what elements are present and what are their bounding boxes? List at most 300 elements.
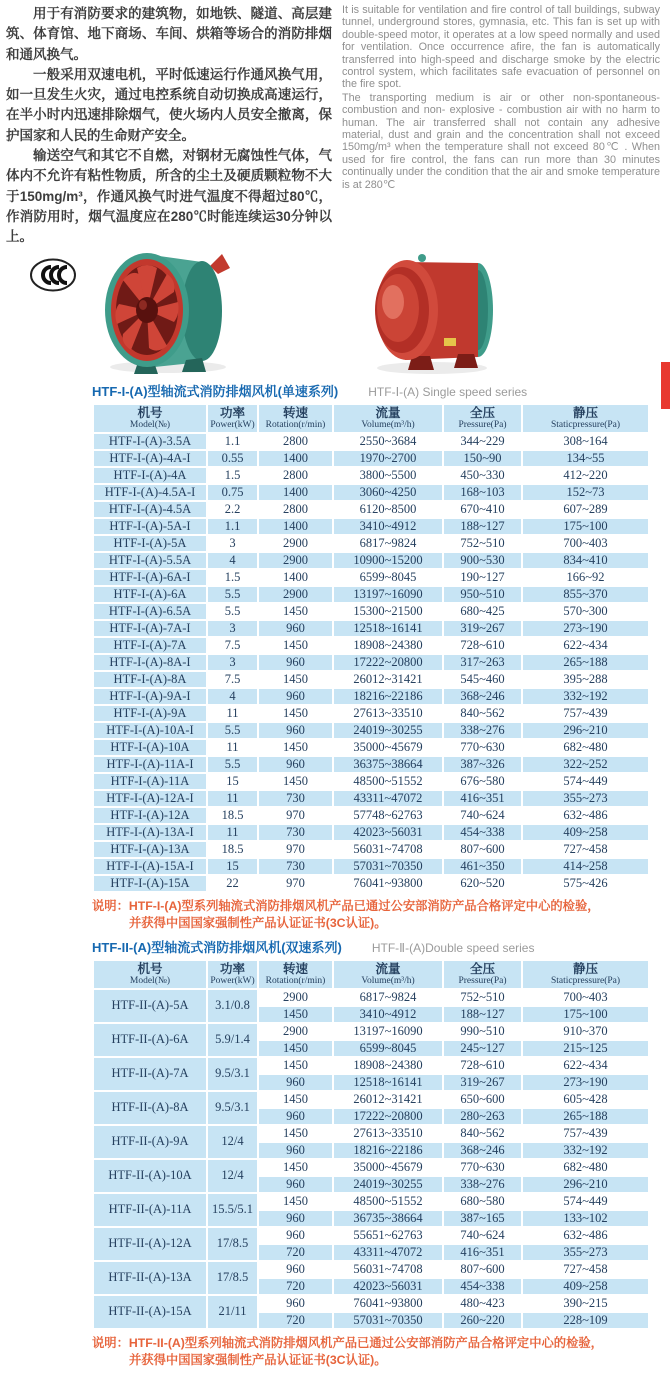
value-cell: 1450 bbox=[258, 1091, 333, 1108]
value-cell: 770~630 bbox=[443, 1159, 522, 1176]
table-row bbox=[93, 467, 649, 484]
value-cell: 36375~38664 bbox=[333, 756, 443, 773]
table-row bbox=[93, 1261, 649, 1278]
value-cell: 24019~30255 bbox=[333, 1176, 443, 1193]
value-cell: 2800 bbox=[258, 501, 333, 518]
value-cell: 48500~51552 bbox=[333, 1193, 443, 1210]
value-cell: 4 bbox=[207, 552, 258, 569]
fan-image-single-speed bbox=[90, 244, 240, 376]
intro-chinese bbox=[6, 4, 332, 248]
model-cell: HTF-I-(A)-5.5A bbox=[93, 552, 207, 569]
power-cell: 9.5/3.1 bbox=[207, 1091, 258, 1125]
value-cell: 605~428 bbox=[522, 1091, 649, 1108]
model-cell: HTF-I-(A)-4.5A bbox=[93, 501, 207, 518]
value-cell: 728~610 bbox=[443, 637, 522, 654]
value-cell: 409~258 bbox=[522, 824, 649, 841]
value-cell: 317~263 bbox=[443, 654, 522, 671]
value-cell: 680~425 bbox=[443, 603, 522, 620]
value-cell: 56031~74708 bbox=[333, 1261, 443, 1278]
value-cell: 3 bbox=[207, 535, 258, 552]
value-cell: 332~192 bbox=[522, 688, 649, 705]
value-cell: 280~263 bbox=[443, 1108, 522, 1125]
value-cell: 344~229 bbox=[443, 433, 522, 450]
model-cell: HTF-I-(A)-4.5A-I bbox=[93, 484, 207, 501]
power-cell: 21/11 bbox=[207, 1295, 258, 1329]
header-power-en: Power(kW) bbox=[210, 976, 255, 987]
value-cell: 152~73 bbox=[522, 484, 649, 501]
page-edge-tab bbox=[661, 362, 670, 409]
model-cell: HTF-I-(A)-15A-I bbox=[93, 858, 207, 875]
value-cell: 409~258 bbox=[522, 1278, 649, 1295]
value-cell: 414~258 bbox=[522, 858, 649, 875]
value-cell: 12518~16141 bbox=[333, 1074, 443, 1091]
value-cell: 622~434 bbox=[522, 1057, 649, 1074]
value-cell: 960 bbox=[258, 1261, 333, 1278]
model-cell: HTF-II-(A)-10A bbox=[93, 1159, 207, 1193]
table1-title-row bbox=[92, 381, 670, 400]
power-cell: 12/4 bbox=[207, 1159, 258, 1193]
value-cell: 6120~8500 bbox=[333, 501, 443, 518]
table-row bbox=[93, 620, 649, 637]
value-cell: 55651~62763 bbox=[333, 1227, 443, 1244]
note-line: 说明：HTF-I-(A)型系列轴流式消防排烟风机产品已通过公安部消防产品合格评定中心的检验， bbox=[92, 898, 600, 913]
value-cell: 5.5 bbox=[207, 586, 258, 603]
table-row bbox=[93, 1295, 649, 1312]
value-cell: 10900~15200 bbox=[333, 552, 443, 569]
value-cell: 368~246 bbox=[443, 688, 522, 705]
value-cell: 7.5 bbox=[207, 637, 258, 654]
model-cell: HTF-II-(A)-8A bbox=[93, 1091, 207, 1125]
value-cell: 1450 bbox=[258, 603, 333, 620]
header-static-cn: 静压 bbox=[572, 406, 598, 421]
header-rotation bbox=[258, 960, 333, 989]
value-cell: 387~326 bbox=[443, 756, 522, 773]
value-cell: 622~434 bbox=[522, 637, 649, 654]
table-row bbox=[93, 1125, 649, 1142]
table-row bbox=[93, 1227, 649, 1244]
model-cell: HTF-I-(A)-5A-I bbox=[93, 518, 207, 535]
model-cell: HTF-II-(A)-13A bbox=[93, 1261, 207, 1295]
value-cell: 175~100 bbox=[522, 1006, 649, 1023]
table-row bbox=[93, 654, 649, 671]
value-cell: 752~510 bbox=[443, 989, 522, 1006]
value-cell: 960 bbox=[258, 1108, 333, 1125]
table-row bbox=[93, 875, 649, 892]
note-line: 说明：HTF-II-(A)型系列轴流式消防排烟风机产品已通过公安部消防产品合格评定中心的检验， bbox=[92, 1335, 603, 1350]
table-row bbox=[93, 433, 649, 450]
intro-section bbox=[0, 0, 670, 248]
table1-title-cn: HTF-I-(A)型轴流式消防排烟风机(单速系列) bbox=[92, 383, 339, 399]
header-static-en: Staticpressure(Pa) bbox=[550, 420, 621, 431]
value-cell: 190~127 bbox=[443, 569, 522, 586]
value-cell: 2.2 bbox=[207, 501, 258, 518]
value-cell: 720 bbox=[258, 1244, 333, 1261]
model-cell: HTF-II-(A)-12A bbox=[93, 1227, 207, 1261]
table-row bbox=[93, 705, 649, 722]
value-cell: 2900 bbox=[258, 535, 333, 552]
power-cell: 15.5/5.1 bbox=[207, 1193, 258, 1227]
value-cell: 76041~93800 bbox=[333, 875, 443, 892]
header-static-cn: 静压 bbox=[572, 962, 598, 977]
header-static-pressure bbox=[522, 960, 649, 989]
value-cell: 15300~21500 bbox=[333, 603, 443, 620]
header-rotation-en: Rotation(r/min) bbox=[265, 976, 326, 987]
value-cell: 57031~70350 bbox=[333, 1312, 443, 1329]
value-cell: 322~252 bbox=[522, 756, 649, 773]
value-cell: 5.5 bbox=[207, 756, 258, 773]
value-cell: 700~403 bbox=[522, 535, 649, 552]
table-row bbox=[93, 552, 649, 569]
value-cell: 35000~45679 bbox=[333, 1159, 443, 1176]
table2-title-en: HTF-Ⅱ-(A)Double speed series bbox=[371, 940, 535, 955]
value-cell: 7.5 bbox=[207, 671, 258, 688]
value-cell: 740~624 bbox=[443, 1227, 522, 1244]
table1-header-row bbox=[93, 404, 649, 433]
value-cell: 5.5 bbox=[207, 722, 258, 739]
model-cell: HTF-I-(A)-7A bbox=[93, 637, 207, 654]
table-row bbox=[93, 807, 649, 824]
product-images-row bbox=[0, 248, 670, 376]
model-cell: HTF-I-(A)-12A-I bbox=[93, 790, 207, 807]
value-cell: 727~458 bbox=[522, 841, 649, 858]
value-cell: 1400 bbox=[258, 450, 333, 467]
value-cell: 1450 bbox=[258, 1193, 333, 1210]
value-cell: 700~403 bbox=[522, 989, 649, 1006]
value-cell: 2900 bbox=[258, 586, 333, 603]
table1-note bbox=[92, 898, 670, 932]
table-row bbox=[93, 1091, 649, 1108]
value-cell: 960 bbox=[258, 722, 333, 739]
value-cell: 368~246 bbox=[443, 1142, 522, 1159]
value-cell: 188~127 bbox=[443, 518, 522, 535]
value-cell: 1450 bbox=[258, 1040, 333, 1057]
value-cell: 545~460 bbox=[443, 671, 522, 688]
table-row bbox=[93, 824, 649, 841]
value-cell: 11 bbox=[207, 739, 258, 756]
value-cell: 48500~51552 bbox=[333, 773, 443, 790]
value-cell: 26012~31421 bbox=[333, 671, 443, 688]
value-cell: 3060~4250 bbox=[333, 484, 443, 501]
model-cell: HTF-II-(A)-11A bbox=[93, 1193, 207, 1227]
value-cell: 727~458 bbox=[522, 1261, 649, 1278]
value-cell: 960 bbox=[258, 1210, 333, 1227]
value-cell: 2550~3684 bbox=[333, 433, 443, 450]
value-cell: 757~439 bbox=[522, 705, 649, 722]
model-cell: HTF-II-(A)-7A bbox=[93, 1057, 207, 1091]
table-row bbox=[93, 501, 649, 518]
header-model-en: Model(№) bbox=[129, 976, 171, 987]
value-cell: 960 bbox=[258, 620, 333, 637]
value-cell: 575~426 bbox=[522, 875, 649, 892]
model-cell: HTF-II-(A)-6A bbox=[93, 1023, 207, 1057]
header-volume-en: Volume(m³/h) bbox=[361, 420, 415, 431]
table-row bbox=[93, 739, 649, 756]
value-cell: 620~520 bbox=[443, 875, 522, 892]
en-paragraph: The transporting medium is air or other non-spontaneous-combustion and non- explosive - combustion air with no harm to human. The air transferred shall not contain any adhesive material, dust and grain and the concentration shall not exceed 150mg/m³ when the temperature shall not exceed 80℃ . When used for fire control, the fans can run more than 30 minutes continually under the condition that the air and smoke temperature is at 280℃ bbox=[342, 91, 660, 191]
model-cell: HTF-I-(A)-13A-I bbox=[93, 824, 207, 841]
value-cell: 17222~20800 bbox=[333, 654, 443, 671]
header-rotation-cn: 转速 bbox=[282, 962, 308, 977]
power-cell: 12/4 bbox=[207, 1125, 258, 1159]
value-cell: 42023~56031 bbox=[333, 824, 443, 841]
value-cell: 728~610 bbox=[443, 1057, 522, 1074]
value-cell: 970 bbox=[258, 841, 333, 858]
power-cell: 3.1/0.8 bbox=[207, 989, 258, 1023]
value-cell: 960 bbox=[258, 1227, 333, 1244]
value-cell: 355~273 bbox=[522, 790, 649, 807]
value-cell: 450~330 bbox=[443, 467, 522, 484]
value-cell: 1450 bbox=[258, 1159, 333, 1176]
header-model bbox=[93, 960, 207, 989]
table-row bbox=[93, 722, 649, 739]
model-cell: HTF-I-(A)-6A-I bbox=[93, 569, 207, 586]
table-row bbox=[93, 671, 649, 688]
value-cell: 730 bbox=[258, 790, 333, 807]
value-cell: 15 bbox=[207, 858, 258, 875]
value-cell: 910~370 bbox=[522, 1023, 649, 1040]
value-cell: 1400 bbox=[258, 484, 333, 501]
model-cell: HTF-I-(A)-5A bbox=[93, 535, 207, 552]
value-cell: 150~90 bbox=[443, 450, 522, 467]
header-pressure-cn: 全压 bbox=[469, 406, 495, 421]
value-cell: 1450 bbox=[258, 671, 333, 688]
table-row bbox=[93, 790, 649, 807]
value-cell: 18.5 bbox=[207, 841, 258, 858]
value-cell: 1450 bbox=[258, 739, 333, 756]
value-cell: 1.1 bbox=[207, 518, 258, 535]
value-cell: 1.1 bbox=[207, 433, 258, 450]
table-row bbox=[93, 1057, 649, 1074]
value-cell: 1450 bbox=[258, 1125, 333, 1142]
value-cell: 166~92 bbox=[522, 569, 649, 586]
value-cell: 228~109 bbox=[522, 1312, 649, 1329]
value-cell: 416~351 bbox=[443, 790, 522, 807]
table-row bbox=[93, 586, 649, 603]
value-cell: 12518~16141 bbox=[333, 620, 443, 637]
value-cell: 13197~16090 bbox=[333, 1023, 443, 1040]
header-pressure bbox=[443, 960, 522, 989]
value-cell: 1400 bbox=[258, 518, 333, 535]
value-cell: 11 bbox=[207, 824, 258, 841]
value-cell: 22 bbox=[207, 875, 258, 892]
value-cell: 682~480 bbox=[522, 739, 649, 756]
table-row bbox=[93, 450, 649, 467]
value-cell: 57031~70350 bbox=[333, 858, 443, 875]
header-power bbox=[207, 404, 258, 433]
value-cell: 680~580 bbox=[443, 1193, 522, 1210]
header-pressure-en: Pressure(Pa) bbox=[458, 976, 507, 987]
value-cell: 265~188 bbox=[522, 1108, 649, 1125]
table-row bbox=[93, 637, 649, 654]
power-cell: 17/8.5 bbox=[207, 1261, 258, 1295]
value-cell: 6599~8045 bbox=[333, 569, 443, 586]
value-cell: 3800~5500 bbox=[333, 467, 443, 484]
value-cell: 395~288 bbox=[522, 671, 649, 688]
value-cell: 1450 bbox=[258, 773, 333, 790]
header-power-cn: 功率 bbox=[219, 406, 245, 421]
value-cell: 770~630 bbox=[443, 739, 522, 756]
value-cell: 18216~22186 bbox=[333, 1142, 443, 1159]
value-cell: 3410~4912 bbox=[333, 1006, 443, 1023]
value-cell: 18.5 bbox=[207, 807, 258, 824]
value-cell: 0.75 bbox=[207, 484, 258, 501]
value-cell: 6599~8045 bbox=[333, 1040, 443, 1057]
value-cell: 3 bbox=[207, 654, 258, 671]
table-row bbox=[93, 688, 649, 705]
value-cell: 215~125 bbox=[522, 1040, 649, 1057]
single-speed-table bbox=[92, 403, 650, 893]
model-cell: HTF-I-(A)-13A bbox=[93, 841, 207, 858]
value-cell: 1450 bbox=[258, 705, 333, 722]
table2-title-row bbox=[92, 937, 670, 956]
header-model-en: Model(№) bbox=[129, 420, 171, 431]
double-speed-table bbox=[92, 959, 650, 1330]
value-cell: 308~164 bbox=[522, 433, 649, 450]
header-pressure-cn: 全压 bbox=[469, 962, 495, 977]
value-cell: 2800 bbox=[258, 433, 333, 450]
value-cell: 338~276 bbox=[443, 722, 522, 739]
header-pressure-en: Pressure(Pa) bbox=[458, 420, 507, 431]
model-cell: HTF-I-(A)-11A-I bbox=[93, 756, 207, 773]
value-cell: 574~449 bbox=[522, 773, 649, 790]
value-cell: 1970~2700 bbox=[333, 450, 443, 467]
header-volume-en: Volume(m³/h) bbox=[361, 976, 415, 987]
value-cell: 1450 bbox=[258, 637, 333, 654]
cn-paragraph: 用于有消防要求的建筑物，如地铁、隧道、高层建筑、体育馆、地下商场、车间、烘箱等场合的消防排烟和通风换气。 bbox=[6, 6, 332, 62]
value-cell: 632~486 bbox=[522, 1227, 649, 1244]
value-cell: 11 bbox=[207, 705, 258, 722]
model-cell: HTF-I-(A)-3.5A bbox=[93, 433, 207, 450]
cn-paragraph: 输送空气和其它不自燃，对钢材无腐蚀性气体，气体内不允许有粘性物质，所含的尘土及硬质颗粒物不大于150mg/m³，作通风换气时进气温度不得超过80℃，作消防用时，烟气温度应在280℃时能连续运30分钟以上。 bbox=[6, 148, 332, 245]
value-cell: 650~600 bbox=[443, 1091, 522, 1108]
header-static-en: Staticpressure(Pa) bbox=[550, 976, 621, 987]
table1-title-en: HTF-Ⅰ-(A) Single speed series bbox=[368, 384, 528, 399]
value-cell: 970 bbox=[258, 807, 333, 824]
header-rotation-cn: 转速 bbox=[282, 406, 308, 421]
value-cell: 855~370 bbox=[522, 586, 649, 603]
value-cell: 720 bbox=[258, 1312, 333, 1329]
note-line: 并获得中国国家强制性产品认证证书(3C认证)。 bbox=[129, 915, 387, 930]
value-cell: 960 bbox=[258, 1074, 333, 1091]
model-cell: HTF-I-(A)-9A-I bbox=[93, 688, 207, 705]
value-cell: 757~439 bbox=[522, 1125, 649, 1142]
value-cell: 134~55 bbox=[522, 450, 649, 467]
cn-paragraph: 一般采用双速电机，平时低速运行作通风换气用，如一旦发生火灾，通过电控系统自动切换成高速运行，在半小时内迅速排除烟气，使火场内人员安全撤离，保护国家和人民的生命财产安全。 bbox=[6, 66, 332, 143]
value-cell: 265~188 bbox=[522, 654, 649, 671]
value-cell: 960 bbox=[258, 1142, 333, 1159]
value-cell: 3 bbox=[207, 620, 258, 637]
table-row bbox=[93, 773, 649, 790]
value-cell: 27613~33510 bbox=[333, 705, 443, 722]
value-cell: 133~102 bbox=[522, 1210, 649, 1227]
table-row bbox=[93, 535, 649, 552]
note-line: 并获得中国国家强制性产品认证证书(3C认证)。 bbox=[129, 1352, 387, 1367]
value-cell: 480~423 bbox=[443, 1295, 522, 1312]
value-cell: 670~410 bbox=[443, 501, 522, 518]
table2-header-row bbox=[93, 960, 649, 989]
value-cell: 168~103 bbox=[443, 484, 522, 501]
table2-note bbox=[92, 1335, 670, 1369]
value-cell: 390~215 bbox=[522, 1295, 649, 1312]
value-cell: 2900 bbox=[258, 552, 333, 569]
value-cell: 2900 bbox=[258, 989, 333, 1006]
value-cell: 834~410 bbox=[522, 552, 649, 569]
power-cell: 5.9/1.4 bbox=[207, 1023, 258, 1057]
model-cell: HTF-II-(A)-9A bbox=[93, 1125, 207, 1159]
value-cell: 454~338 bbox=[443, 1278, 522, 1295]
value-cell: 15 bbox=[207, 773, 258, 790]
value-cell: 574~449 bbox=[522, 1193, 649, 1210]
value-cell: 807~600 bbox=[443, 841, 522, 858]
header-model-cn: 机号 bbox=[137, 406, 163, 421]
model-cell: HTF-I-(A)-11A bbox=[93, 773, 207, 790]
table-row bbox=[93, 1023, 649, 1040]
value-cell: 1450 bbox=[258, 1057, 333, 1074]
value-cell: 1400 bbox=[258, 569, 333, 586]
model-cell: HTF-I-(A)-6.5A bbox=[93, 603, 207, 620]
value-cell: 56031~74708 bbox=[333, 841, 443, 858]
table-row bbox=[93, 989, 649, 1006]
value-cell: 332~192 bbox=[522, 1142, 649, 1159]
ccc-certification-icon bbox=[24, 254, 82, 296]
model-cell: HTF-I-(A)-6A bbox=[93, 586, 207, 603]
model-cell: HTF-II-(A)-15A bbox=[93, 1295, 207, 1329]
value-cell: 43311~47072 bbox=[333, 790, 443, 807]
value-cell: 807~600 bbox=[443, 1261, 522, 1278]
header-model bbox=[93, 404, 207, 433]
value-cell: 355~273 bbox=[522, 1244, 649, 1261]
table-row bbox=[93, 841, 649, 858]
value-cell: 840~562 bbox=[443, 705, 522, 722]
value-cell: 387~165 bbox=[443, 1210, 522, 1227]
value-cell: 11 bbox=[207, 790, 258, 807]
model-cell: HTF-I-(A)-12A bbox=[93, 807, 207, 824]
model-cell: HTF-I-(A)-4A-I bbox=[93, 450, 207, 467]
value-cell: 43311~47072 bbox=[333, 1244, 443, 1261]
power-cell: 9.5/3.1 bbox=[207, 1057, 258, 1091]
intro-english bbox=[342, 4, 660, 248]
value-cell: 960 bbox=[258, 1176, 333, 1193]
value-cell: 4 bbox=[207, 688, 258, 705]
value-cell: 6817~9824 bbox=[333, 989, 443, 1006]
value-cell: 17222~20800 bbox=[333, 1108, 443, 1125]
value-cell: 1450 bbox=[258, 1006, 333, 1023]
table-row bbox=[93, 518, 649, 535]
value-cell: 454~338 bbox=[443, 824, 522, 841]
value-cell: 5.5 bbox=[207, 603, 258, 620]
value-cell: 752~510 bbox=[443, 535, 522, 552]
value-cell: 960 bbox=[258, 688, 333, 705]
value-cell: 273~190 bbox=[522, 1074, 649, 1091]
value-cell: 607~289 bbox=[522, 501, 649, 518]
value-cell: 960 bbox=[258, 1295, 333, 1312]
header-volume bbox=[333, 960, 443, 989]
value-cell: 730 bbox=[258, 858, 333, 875]
value-cell: 245~127 bbox=[443, 1040, 522, 1057]
model-cell: HTF-I-(A)-10A-I bbox=[93, 722, 207, 739]
value-cell: 36735~38664 bbox=[333, 1210, 443, 1227]
value-cell: 3410~4912 bbox=[333, 518, 443, 535]
value-cell: 18216~22186 bbox=[333, 688, 443, 705]
model-cell: HTF-I-(A)-7A-I bbox=[93, 620, 207, 637]
value-cell: 2800 bbox=[258, 467, 333, 484]
header-volume-cn: 流量 bbox=[375, 406, 401, 421]
value-cell: 412~220 bbox=[522, 467, 649, 484]
value-cell: 730 bbox=[258, 824, 333, 841]
value-cell: 960 bbox=[258, 756, 333, 773]
value-cell: 970 bbox=[258, 875, 333, 892]
value-cell: 950~510 bbox=[443, 586, 522, 603]
